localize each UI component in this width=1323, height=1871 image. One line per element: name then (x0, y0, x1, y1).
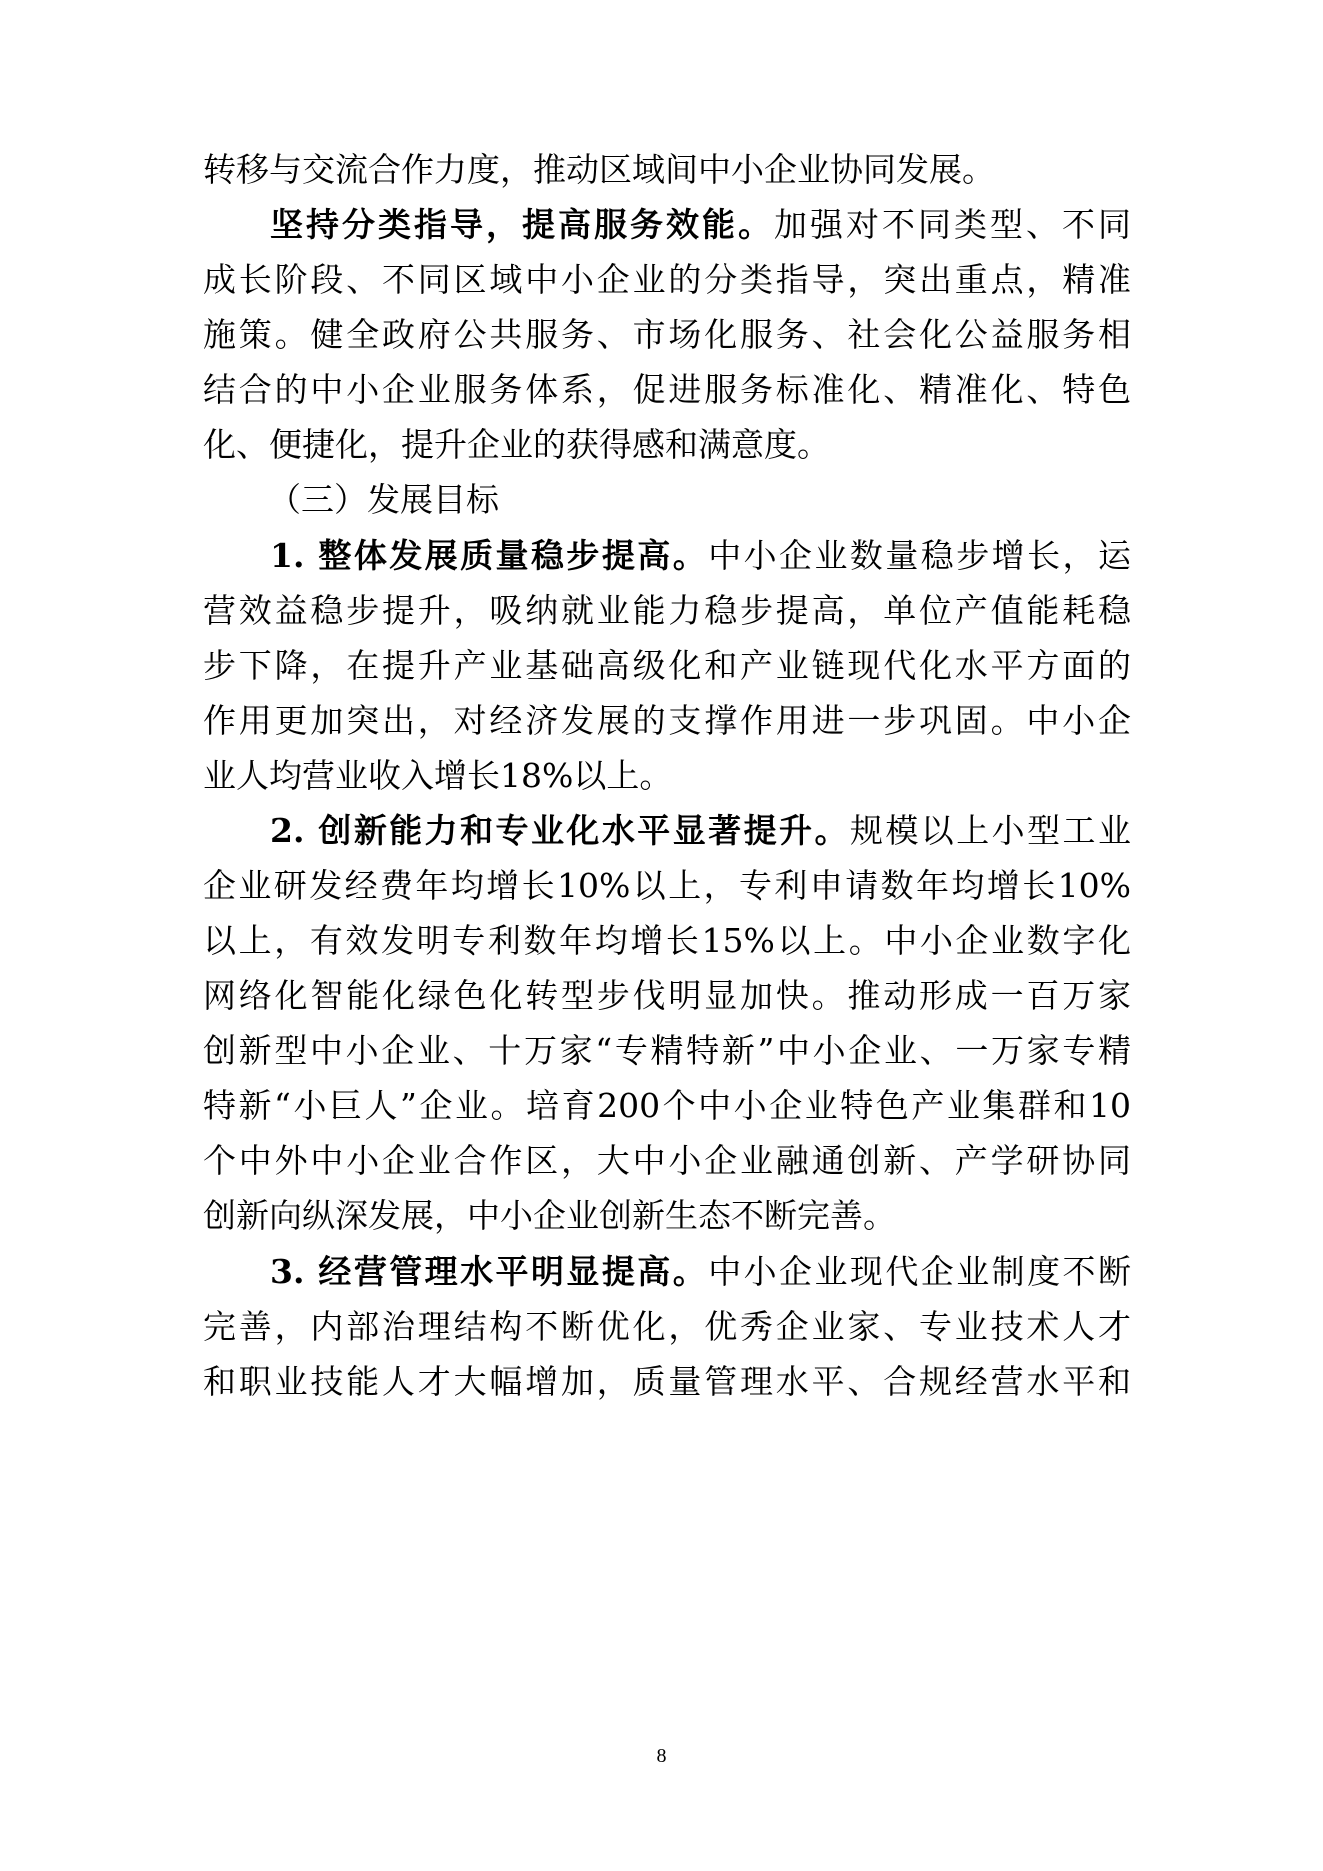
text-line: 化、便捷化，提升企业的获得感和满意度。 (203, 425, 830, 464)
text-line: 3. 经营管理水平明显提高。中小企业现代企业制度不断 (270, 1252, 1131, 1291)
text-line: 特新“小巨人”企业。培育200个中小企业特色产业集群和10 (203, 1086, 1131, 1125)
text-line: 完善，内部治理结构不断优化，优秀企业家、专业技术人才 (203, 1307, 1131, 1346)
section-heading: 坚持分类指导，提高服务效能。 (270, 205, 774, 244)
text-line: 以上，有效发明专利数年均增长15%以上。中小企业数字化 (203, 921, 1131, 960)
section-heading: 3. 经营管理水平明显提高。 (270, 1252, 709, 1291)
text-line: 创新型中小企业、十万家“专精特新”中小企业、一万家专精 (203, 1031, 1131, 1070)
text-line: 坚持分类指导，提高服务效能。加强对不同类型、不同 (270, 205, 1131, 244)
text-line: 业人均营业收入增长18%以上。 (203, 756, 673, 795)
text-line: 营效益稳步提升，吸纳就业能力稳步提高，单位产值能耗稳 (203, 591, 1131, 630)
text-line: 创新向纵深发展，中小企业创新生态不断完善。 (203, 1196, 896, 1235)
text-line: 步下降，在提升产业基础高级化和产业链现代化水平方面的 (203, 646, 1131, 685)
text-line: 成长阶段、不同区域中小企业的分类指导，突出重点，精准 (203, 260, 1131, 299)
text-line: 和职业技能人才大幅增加，质量管理水平、合规经营水平和 (203, 1362, 1131, 1401)
text-line: 2. 创新能力和专业化水平显著提升。规模以上小型工业 (270, 811, 1131, 850)
text-line: 施策。健全政府公共服务、市场化服务、社会化公益服务相 (203, 315, 1131, 354)
text-line: 结合的中小企业服务体系，促进服务标准化、精准化、特色 (203, 370, 1131, 409)
section-heading: 2. 创新能力和专业化水平显著提升。 (270, 811, 850, 850)
text-line: 1. 整体发展质量稳步提高。中小企业数量稳步增长，运 (270, 536, 1131, 575)
text-line: 企业研发经费年均增长10%以上，专利申请数年均增长10% (203, 866, 1131, 905)
text-line: 个中外中小企业合作区，大中小企业融通创新、产学研协同 (203, 1141, 1131, 1180)
text-line: 作用更加突出，对经济发展的支撑作用进一步巩固。中小企 (203, 701, 1131, 740)
page-number: 8 (656, 1745, 667, 1767)
section-heading: 1. 整体发展质量稳步提高。 (270, 536, 709, 575)
subsection-title: （三）发展目标 (268, 480, 499, 519)
text-line: 网络化智能化绿色化转型步伐明显加快。推动形成一百万家 (203, 976, 1131, 1015)
text-line: 转移与交流合作力度，推动区域间中小企业协同发展。 (203, 150, 995, 189)
